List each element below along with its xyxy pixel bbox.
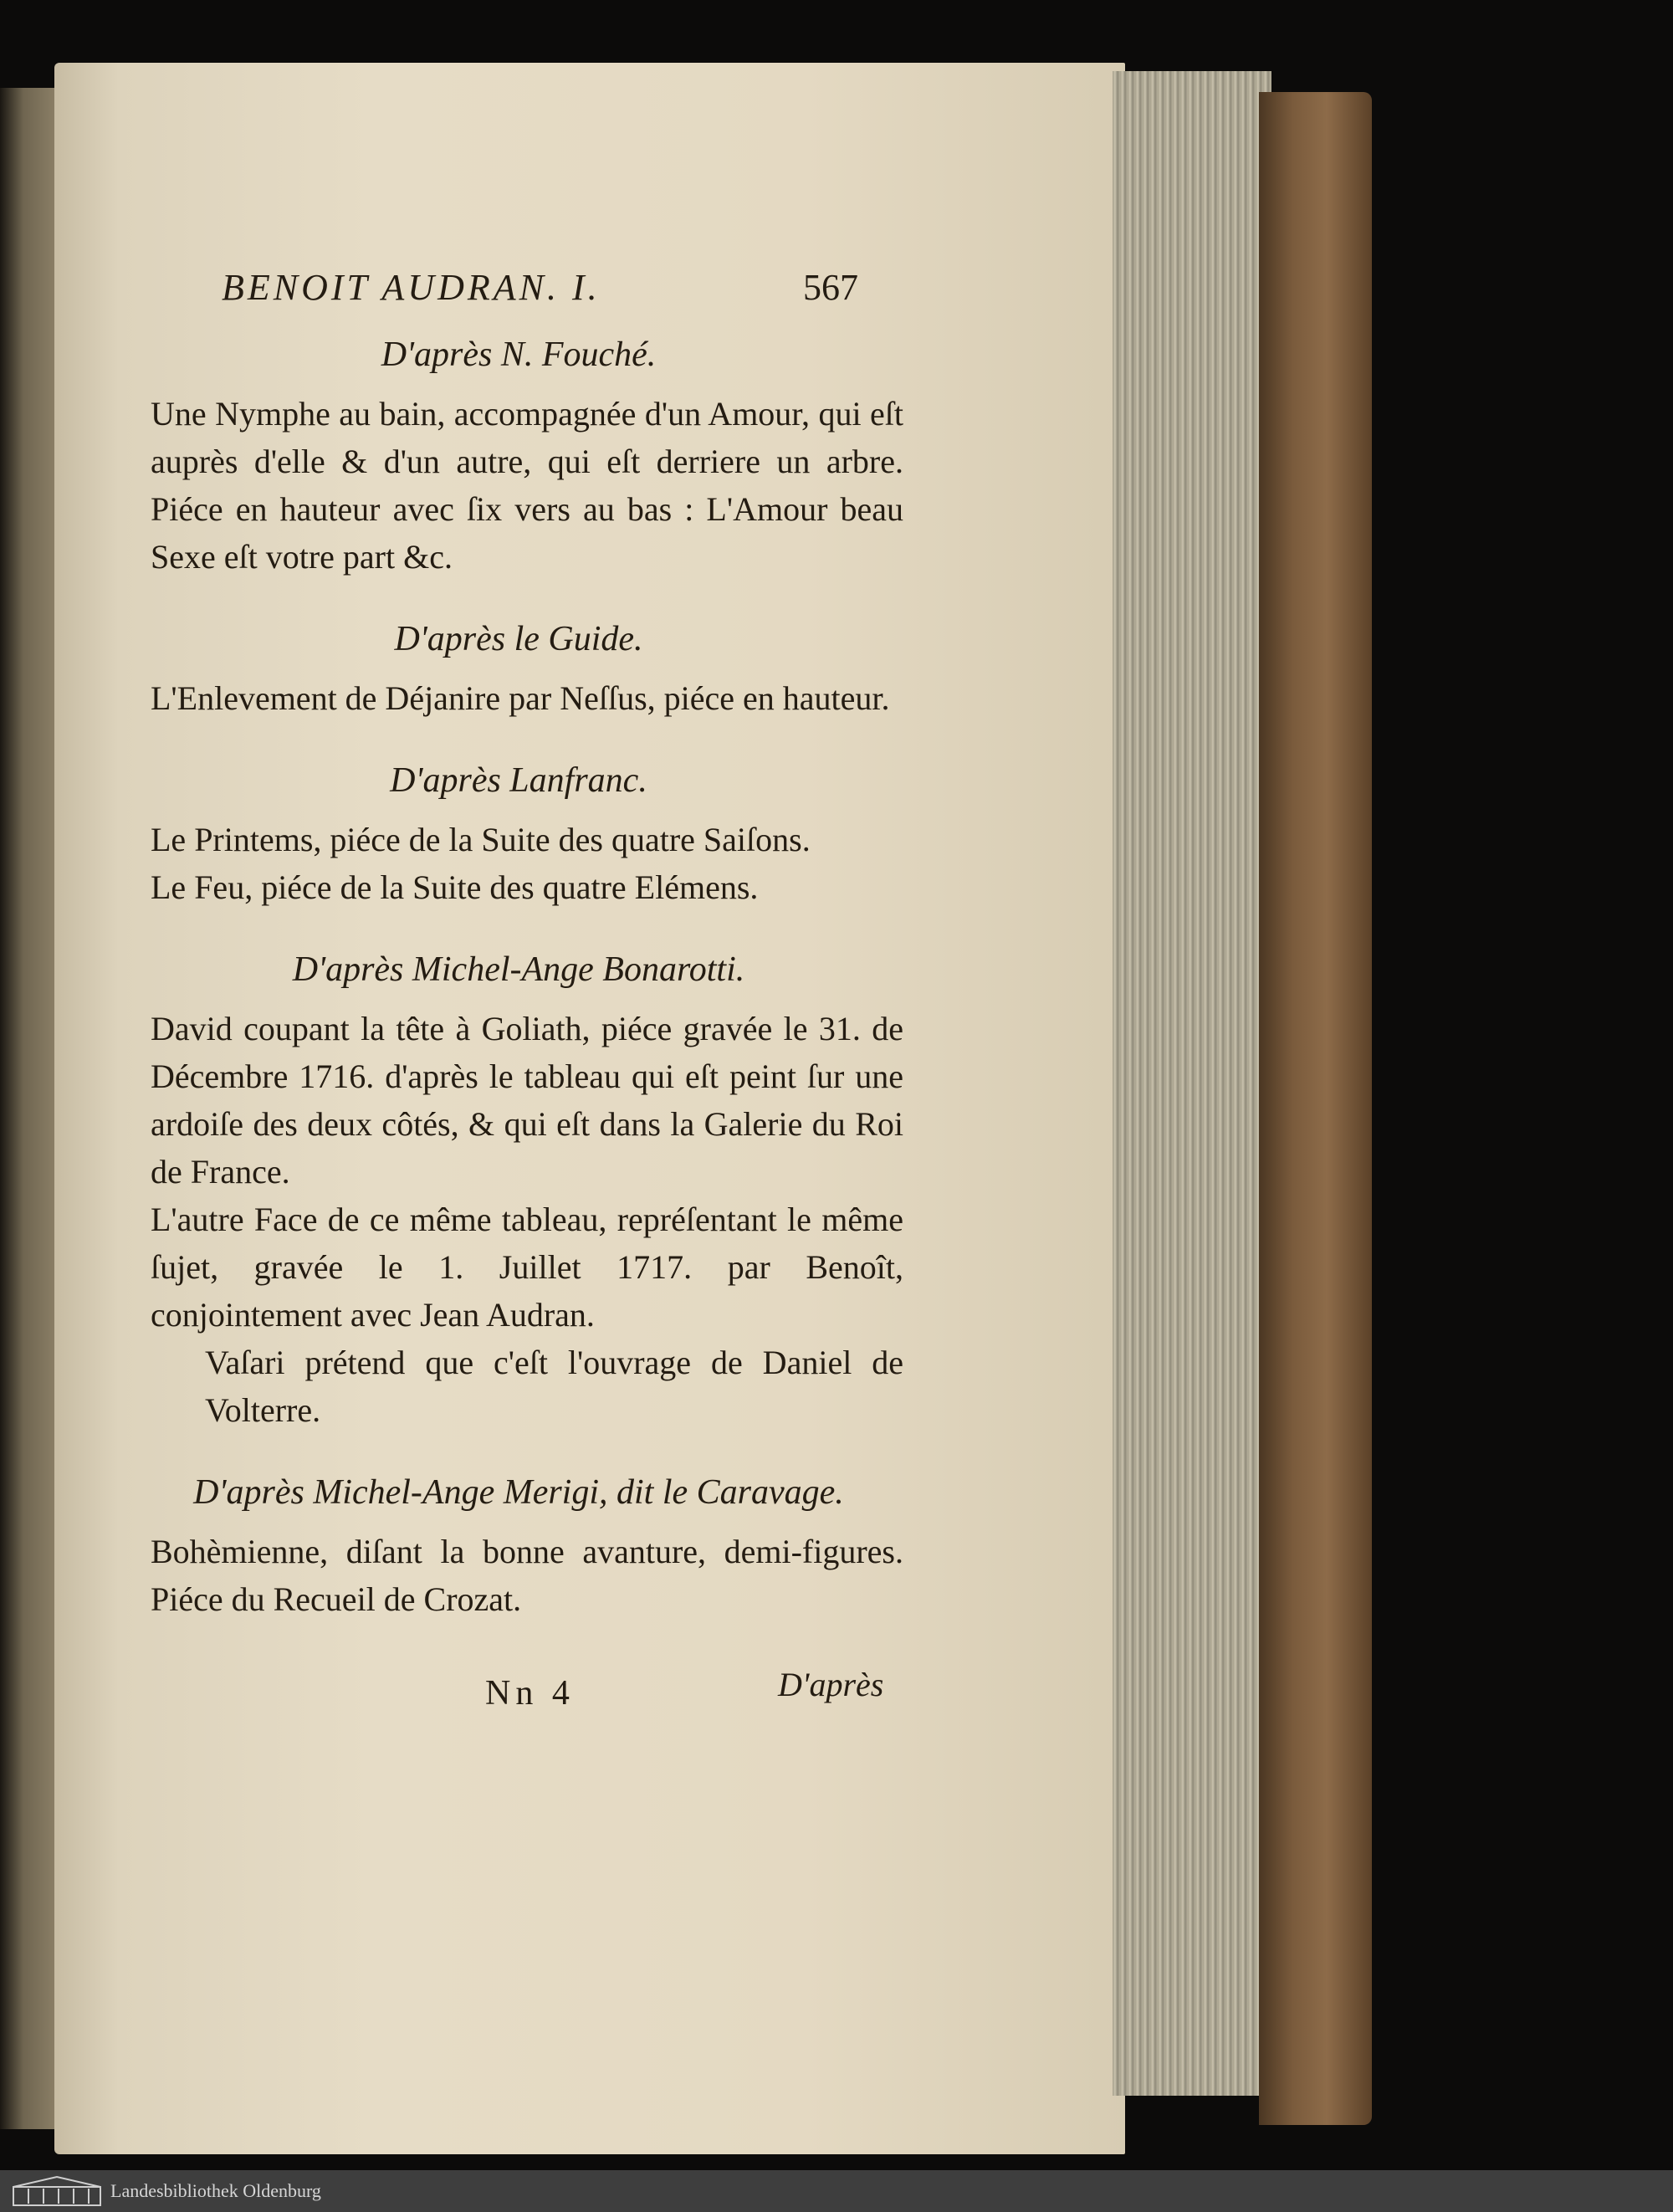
section-heading-lanfranc: D'après Lanfranc. [390, 761, 647, 800]
entry-dejanire: L'Enlevement de Déjanire par Neſſus, piéce en hauteur. [151, 679, 890, 717]
entry-printems: Le Printems, piéce de la Suite des quatre Saiſons. [151, 821, 811, 858]
entry-bohemienne: Bohèmienne, diſant la bonne avanture, demi-figures. Piéce du Recueil de Crozat. [151, 1533, 903, 1618]
page-header [134, 243, 903, 318]
section-heading-fouche: D'après N. Fouché. [381, 335, 657, 374]
entry-feu: Le Feu, piéce de la Suite des quatre Elémens. [151, 868, 759, 906]
entry-vasari-note: Vaſari prétend que c'eſt l'ouvrage de Daniel de Volterre. [205, 1344, 903, 1429]
page-block-edges [1113, 71, 1271, 2096]
page-footer [134, 1666, 903, 1740]
library-name[interactable]: Landesbibliothek Oldenburg [110, 2180, 321, 2201]
entry-david: David coupant la tête à Goliath, piéce gravée le 31. de Décembre 1716. d'après le tableau qui eſt peint ſur une ardoiſe des deux côtés, & qui eſt dans la Galerie du Roi de France. [151, 1010, 903, 1190]
book-cover-edge [1259, 92, 1372, 2125]
library-building-icon [12, 2175, 102, 2207]
running-head: BENOIT AUDRAN. I. [222, 267, 601, 308]
section-heading-caravage: D'après Michel-Ange Merigi, dit le Caravage. [193, 1473, 844, 1512]
section-heading-guide: D'après le Guide. [394, 620, 643, 658]
page-number: 567 [803, 267, 858, 308]
facing-page-edge [0, 88, 59, 2129]
catchword: D'après [778, 1666, 884, 1703]
entry-nymphe: Une Nymphe au bain, accompagnée d'un Amour, qui eſt auprès d'elle & d'un autre, qui eſt derriere un arbre. Piéce en hauteur avec ſix vers au bas : L'Amour beau Sexe eſt votre part &c. [151, 395, 903, 576]
library-footer-bar [0, 2170, 1673, 2212]
entry-autre-face: L'autre Face de ce même tableau, repréſentant le même ſujet, gravée le 1. Juillet 1717. par Benoît, conjointement avec Jean Audran. [151, 1201, 903, 1334]
page-text [134, 243, 903, 1740]
section-heading-bonarotti: D'après Michel-Ange Bonarotti. [292, 950, 745, 989]
signature-mark: Nn 4 [485, 1674, 575, 1713]
